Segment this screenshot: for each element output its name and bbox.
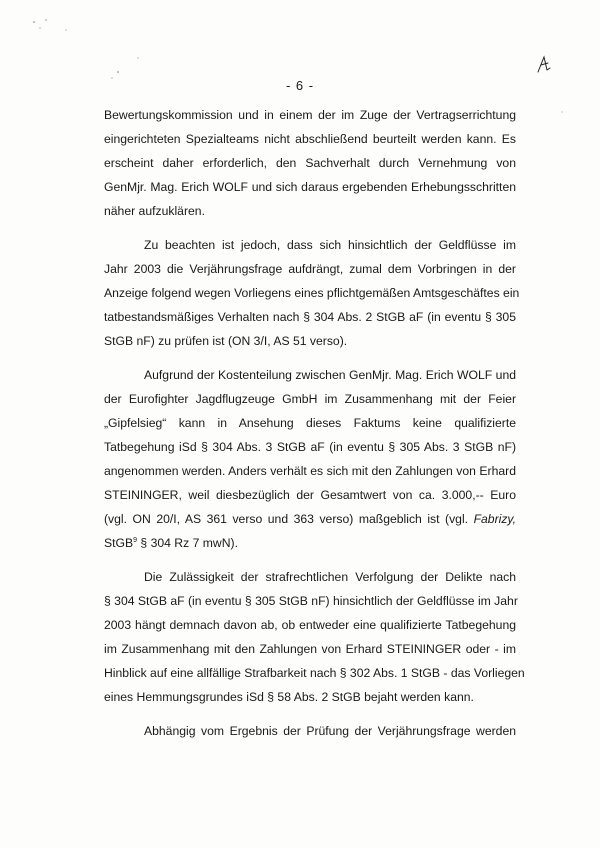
text-line: Die Zulässigkeit der strafrechtlichen Verfolgung der Delikte nach — [144, 570, 516, 584]
text-line: § 304 StGB aF (in eventu § 305 StGB nF) hinsichtlich der Geldflüsse im Jahr — [104, 594, 518, 608]
text-fragment: § 304 Rz 7 mwN). — [140, 536, 238, 550]
text-line: der Eurofighter Jagdflugzeuge GmbH im Zusammenhang mit der Feier — [104, 392, 516, 406]
paragraph-3 — [104, 363, 516, 555]
text-line: StGB nF) zu prüfen ist (ON 3/I, AS 51 verso). — [104, 334, 348, 348]
text-line: 2003 hängt demnach davon ab, ob entweder eine qualifizierte Tatbegehung — [104, 618, 516, 632]
citation-superscript: 9 — [133, 536, 138, 544]
text-line: Aufgrund der Kostenteilung zwischen GenMjr. Mag. Erich WOLF und — [144, 368, 516, 382]
scan-specks — [0, 0, 600, 120]
text-line: STEININGER, weil diesbezüglich der Gesamtwert von ca. 3.000,-- Euro — [104, 488, 516, 502]
text-line: angenommen werden. Anders verhält es sich mit den Zahlungen von Erhard — [104, 464, 516, 478]
page-number: - 6 - — [285, 78, 315, 93]
document-body — [104, 103, 525, 753]
text-line: tatbestandsmäßiges Verhalten nach § 304 Abs. 2 StGB aF (in eventu § 305 — [104, 310, 516, 324]
handwritten-initial-icon — [536, 54, 552, 74]
text-line: im Zusammenhang mit den Zahlungen von Erhard STEININGER oder - im — [104, 642, 516, 656]
text-line: Jahr 2003 die Verjährungsfrage aufdrängt, zumal dem Vorbringen in der — [104, 262, 516, 276]
paragraph-4 — [104, 565, 525, 709]
text-line: Abhängig vom Ergebnis der Prüfung der Verjährungsfrage werden — [144, 724, 516, 738]
text-line: Bewertungskommission und in einem der im Zuge der Vertragserrichtung — [104, 108, 516, 122]
text-line: eingerichteten Spezialteams nicht abschließend beurteilt werden kann. Es — [104, 132, 516, 146]
paragraph-1 — [104, 103, 516, 223]
text-line: erscheint daher erforderlich, den Sachverhalt durch Vernehmung von — [104, 156, 516, 170]
text-line: eines Hemmungsgrundes iSd § 58 Abs. 2 StGB bejaht werden kann. — [104, 690, 474, 704]
text-line: näher aufzuklären. — [104, 204, 205, 218]
text-line: Hinblick auf eine allfällige Strafbarkeit nach § 302 Abs. 1 StGB - das Vorliegen — [104, 666, 525, 680]
text-line: GenMjr. Mag. Erich WOLF und sich daraus ergebenden Erhebungsschritten — [104, 180, 516, 194]
text-line: „Gipfelsieg“ kann in Ansehung dieses Faktums keine qualifizierte — [104, 416, 516, 430]
text-line: Tatbegehung iSd § 304 Abs. 3 StGB aF (in eventu § 305 Abs. 3 StGB nF) — [104, 440, 516, 454]
paragraph-5 — [104, 719, 516, 743]
text-line: Zu beachten ist jedoch, dass sich hinsichtlich der Geldflüsse im — [144, 238, 516, 252]
text-fragment: (vgl. ON 20/I, AS 361 verso und 363 verso) maßgeblich ist (vgl. — [104, 512, 469, 526]
text-line — [104, 531, 516, 555]
paragraph-2 — [104, 233, 520, 353]
text-fragment: StGB — [104, 536, 134, 550]
text-line: Anzeige folgend wegen Vorliegens eines pflichtgemäßen Amtsgeschäftes ein — [104, 286, 520, 300]
citation-author: Fabrizy, — [473, 512, 516, 526]
text-line — [104, 507, 516, 531]
